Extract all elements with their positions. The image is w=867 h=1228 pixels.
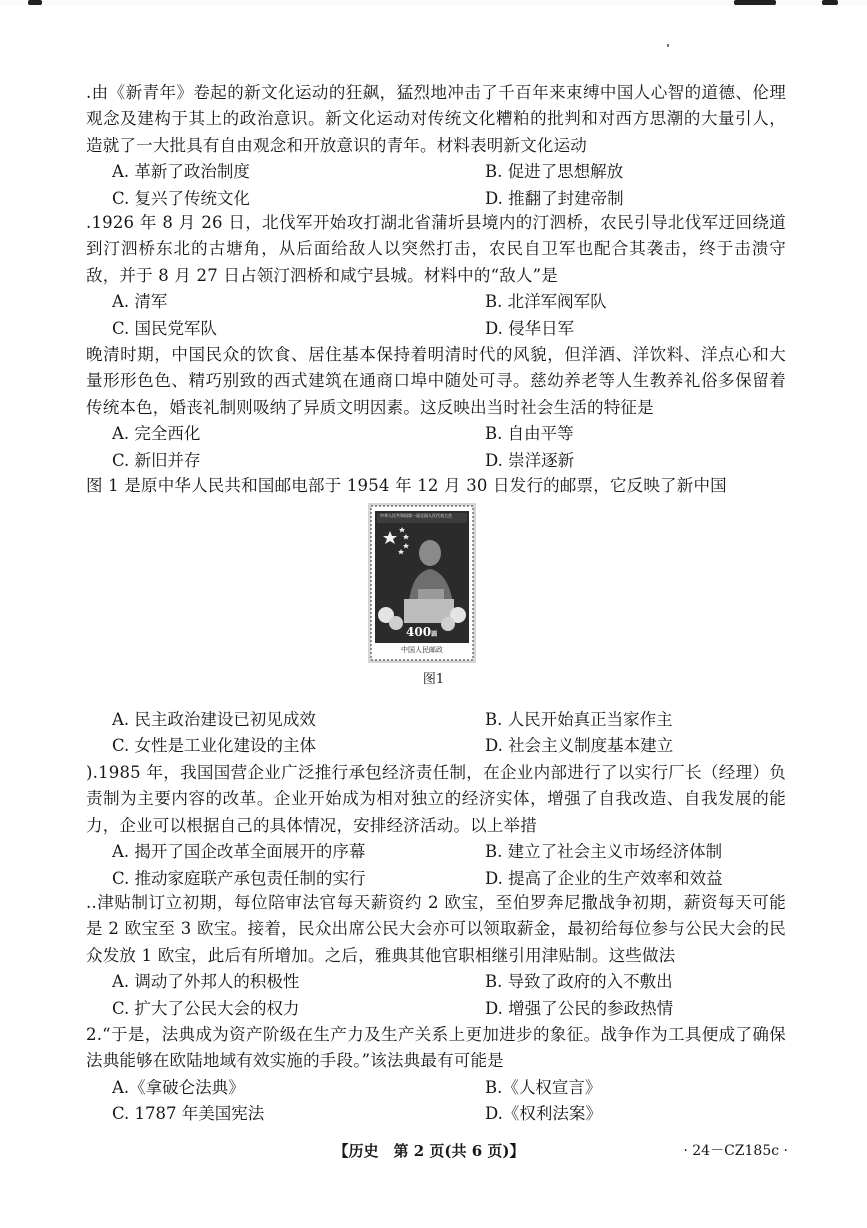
figure-caption: 图1 [422,672,445,687]
question-4-stem: 图 1 是原中华人民共和国邮电部于 1954 年 12 月 30 日发行的邮票，它反映了新中国 [86,476,727,495]
question-7 [86,1022,786,1128]
option-d[interactable]: D. 社会主义制度基本建立 [485,736,674,756]
option-d[interactable]: D. 崇洋逐新 [485,450,575,470]
footer-page-info: 【历史 第 2 页(共 6 页)】 [333,1142,525,1160]
option-d[interactable]: D. 增强了公民的参政热情 [485,998,674,1018]
option-a[interactable]: A. 揭开了国企改革全面展开的序幕 [112,842,366,862]
option-c[interactable]: C. 复兴了传统文化 [112,188,251,208]
option-c[interactable]: C. 推动家庭联产承包责任制的实行 [112,868,366,888]
question-4-options [112,707,786,760]
question-7-stem: 2.“于是，法典成为资产阶级在生产力及生产关系上更加进步的象征。战争作为工具便成了确保法典能够在欧陆地域有效实施的手段。”该法典最有可能是 [86,1025,786,1071]
figure-1-stamp [368,503,476,663]
scan-mark [734,0,776,5]
option-a[interactable]: A. 革新了政治制度 [112,162,250,182]
question-4 [86,473,786,499]
question-6-options [112,969,786,1022]
footer-code: · 24－CZ185c · [683,1143,788,1159]
option-d[interactable]: D. 提高了企业的生产效率和效益 [485,868,723,888]
question-3-options [112,421,786,474]
scan-mark [822,0,838,5]
option-c[interactable]: C. 1787 年美国宪法 [112,1104,265,1124]
option-b[interactable]: B.《人权宣言》 [485,1077,602,1097]
option-c[interactable]: C. 新旧并存 [112,450,201,470]
question-2-options [112,289,786,342]
option-a[interactable]: A. 清军 [112,292,168,312]
option-a[interactable]: A. 完全西化 [112,424,201,444]
question-1-options [112,159,786,212]
option-a[interactable]: A.《拿破仑法典》 [112,1077,245,1097]
option-c[interactable]: C. 女性是工业化建设的主体 [112,736,317,756]
option-a[interactable]: A. 民主政治建设已初见成效 [112,710,316,729]
question-7-options [112,1075,786,1128]
option-b[interactable]: B. 导致了政府的入不敷出 [485,972,673,992]
stamp-footer: 中国人民邮政 [401,646,443,654]
option-a[interactable]: A. 调动了外邦人的积极性 [112,972,300,992]
option-d[interactable]: D. 推翻了封建帝制 [485,188,624,208]
option-b[interactable]: B. 促进了思想解放 [485,162,624,182]
page-footer [0,1139,867,1163]
stamp-value-unit: 圆 [431,631,438,638]
question-6-stem: ..津贴制订立初期，每位陪审法官每天薪资约 2 欧宝，至伯罗奔尼撒战争初期，薪资每天可能是 2 欧宝至 3 欧宝。接着，民众出席公民大会亦可以领取薪金，最初给每位参与公民大会的民众发放 1 欧宝，此后有所增加。之后，雅典其他官职相继引用津贴制。这些做法 [86,893,786,965]
question-6 [86,890,786,1022]
question-5-stem: ).1985 年，我国国营企业广泛推行承包经济责任制，在企业内部进行了以实行厂长（经理）负责制为主要内容的改革。企业开始成为相对独立的经济实体，增强了自我改造、自我发展的能力，企业可以根据自己的具体情况，安排经济活动。以上举措 [86,763,786,835]
option-d[interactable]: D. 侵华日军 [485,318,575,338]
question-1-stem: .由《新青年》卷起的新文化运动的狂飙，猛烈地冲击了千百年来束缚中国人心智的道德、伦理观念及建构于其上的政治意识。新文化运动对传统文化糟粕的批判和对西方思潮的大量引人，造就了一大批具有自由观念和开放意识的青年。材料表明新文化运动 [86,83,786,155]
option-b[interactable]: B. 自由平等 [485,424,574,444]
question-3-stem: 晚清时期，中国民众的饮食、居住基本保持着明清时代的风貌，但洋酒、洋饮料、洋点心和大量形形色色、精巧别致的西式建筑在通商口埠中随处可寻。慈幼养老等人生教养礼俗多保留着传统本色，婚丧礼制则吸纳了异质文明因素。这反映出当时社会生活的特征是 [86,345,786,417]
option-c[interactable]: C. 国民党军队 [112,318,218,338]
option-d[interactable]: D.《权利法案》 [485,1104,602,1124]
scan-speck [667,44,669,47]
question-3 [86,342,786,474]
stamp-value [406,625,437,642]
option-c[interactable]: C. 扩大了公民大会的权力 [112,998,300,1018]
scan-mark [28,0,42,5]
stamp-value-number: 400 [406,625,432,639]
stamp-header: 中华人民共和国第一届全国人民代表大会 [380,513,452,518]
option-b[interactable]: B. 建立了社会主义市场经济体制 [485,842,723,862]
question-5-options [112,839,786,892]
option-b[interactable]: B. 北洋军阀军队 [485,292,607,312]
question-5 [86,760,786,892]
question-2-stem: .1926 年 8 月 26 日，北伐军开始攻打湖北省蒲圻县境内的汀泗桥，农民引导北伐军迂回绕道到汀泗桥东北的古塘角，从后面给敌人以突然打击，农民自卫军也配合其袭击，终于击溃守敌，并于 8 月 27 日占领汀泗桥和咸宁县城。材料中的“敌人”是 [86,213,786,285]
question-2 [86,210,786,342]
option-b[interactable]: B. 人民开始真正当家作主 [485,710,673,729]
question-1 [86,80,786,212]
question-4-options-block [86,707,786,760]
